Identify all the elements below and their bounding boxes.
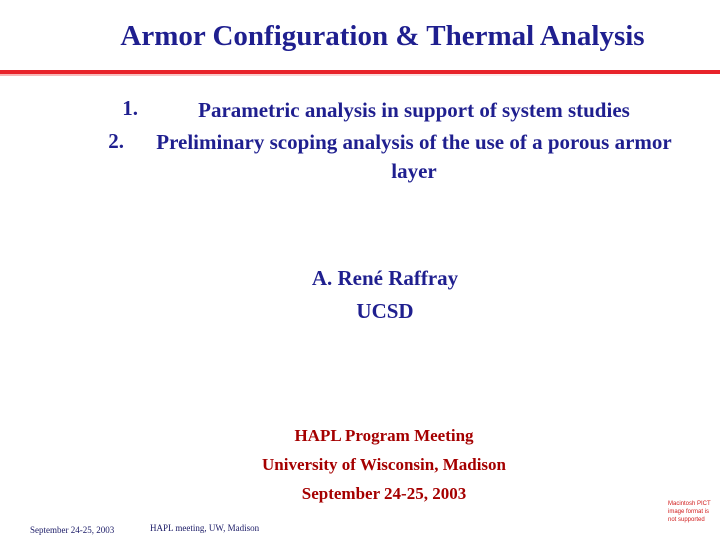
- meeting-block: [200, 421, 568, 508]
- list-item-text-1: Parametric analysis in support of system studies: [198, 98, 630, 122]
- author-name: A. René Raffray: [311, 266, 459, 290]
- list-item-number-2: 2.: [108, 129, 124, 153]
- footer-meeting: HAPL meeting, UW, Madison: [150, 523, 260, 533]
- meeting-name: HAPL Program Meeting: [294, 426, 474, 445]
- list-item-text-2: Preliminary scoping analysis of the use of a porous armor layer: [156, 130, 672, 183]
- title-divider-shadow: [0, 74, 720, 76]
- slide-title: Armor Configuration & Thermal Analysis: [120, 20, 645, 52]
- author-block: [250, 262, 520, 328]
- unsupported-image-placeholder: Macintosh PICT image format is not supported: [668, 501, 711, 523]
- footer-date: September 24-25, 2003: [30, 525, 115, 535]
- meeting-place: University of Wisconsin, Madison: [261, 455, 507, 474]
- list-item-number-1: 1.: [122, 96, 138, 120]
- meeting-dates: September 24-25, 2003: [301, 484, 467, 503]
- author-affiliation: UCSD: [356, 299, 414, 323]
